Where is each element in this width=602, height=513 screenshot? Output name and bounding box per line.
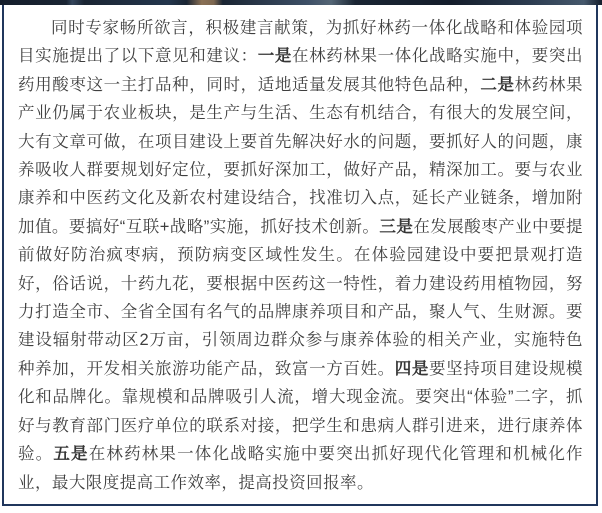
ordinal-marker: 五是 (53, 445, 89, 464)
content-frame (2, 5, 598, 506)
paragraph-text: 在发展酸枣产业中要提前做好防治疯枣病，预防病变区域性发生。在体验园建设中要把景观打造好，俗话说，十药九花，要根据中医药这一特性，着力建设药用植物园，努力打造全市、全省全国有名气的品牌康养项目和产品，聚人气、生财源。要建设辐射带动区2万亩，引领周边群众参与康养体验的相关产业，实施特色种养加，开发相关旅游功能产品，致富一方百姓。 (18, 217, 583, 378)
ordinal-marker: 二是 (480, 75, 515, 94)
paragraph-text: 在林药林果一体化战略实施中要突出抓好现代化管理和机械化作业，最大限度提高工作效率，提高投资回报率。 (18, 445, 583, 492)
ordinal-marker: 一是 (257, 47, 293, 66)
paragraph-text: 要坚持项目建设规模化和品牌化。靠规模和品牌吸引人流，增大现金流。要突出“体验”二字，抓好与教育部门医疗单位的联系对接，把学生和患病人群引进来，进行康养体验。 (18, 359, 584, 464)
paragraph-text: 同时专家畅所欲言，积极建言献策，为抓好林药一体化战略和体验园项目实施提出了以下意见和建议： (18, 19, 583, 66)
paragraph-text: 林药林果产业仍属于农业板块，是生产与生活、生态有机结合，有很大的发展空间，大有文章可做，在项目建设上要首先解决好水的问题，要抓好人的问题，康养吸收人群要规划好定位，要抓好深加工，做好产品，精深加工。要与农业康养和中医药文化及新农村建设结合，找准切入点，延长产业链条，增加附加值。要搞好“互联+战略”实施，抓好技术创新。 (18, 75, 583, 236)
ordinal-marker: 三是 (379, 217, 414, 236)
meeting-opinions-paragraph (4, 5, 596, 497)
ordinal-marker: 四是 (394, 359, 430, 378)
paragraph-text: 在林药林果一体化战略实施中，要突出药用酸枣这一主打品种，同时，适地适量发展其他特色品种， (18, 47, 583, 94)
